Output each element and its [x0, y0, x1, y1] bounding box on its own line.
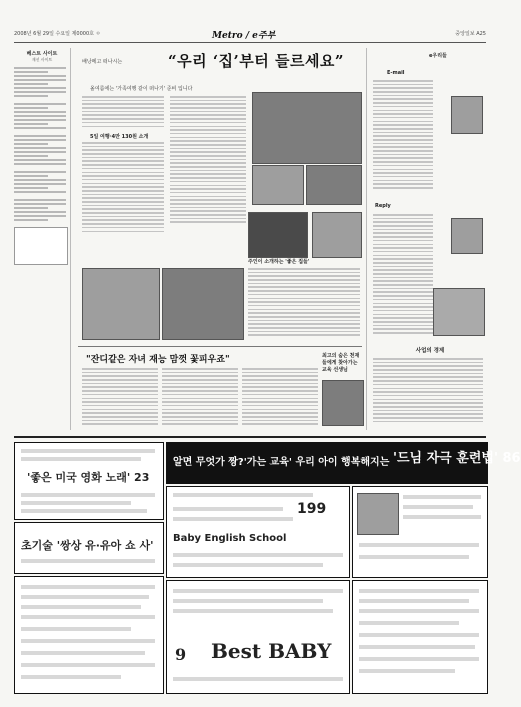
article-kicker: 배낭메고 떠나시는: [82, 59, 123, 65]
article-photo: [252, 165, 304, 205]
email-heading: E-mail: [387, 70, 405, 76]
sidebar-block: [14, 199, 70, 221]
article-column: [162, 368, 238, 427]
ad-box: [14, 576, 164, 694]
map-graphic: [433, 288, 485, 336]
article-subhead: 주인이 소개하는 '좋은 집들': [248, 259, 310, 265]
ad-headline: '좋은 미국 영화 노래' 23: [27, 471, 150, 484]
ad-page-number: 9: [175, 645, 187, 664]
ad-headline: 알면 무엇가 짱?'가는 교육' 우리 아이 행복해지는: [173, 457, 390, 468]
author-photo: [451, 96, 483, 134]
left-sidebar: [14, 48, 71, 430]
sidebar-block: [14, 67, 70, 97]
article2-sidehead: 최고의 숨은 천재들에게 찾아가는 교육 선생님: [322, 353, 360, 373]
article-photo: [306, 165, 362, 205]
sidebar-block: [14, 103, 70, 129]
sidebar-block: [14, 135, 70, 165]
article-subhead: 5일 여행·4만 130원 소개: [90, 134, 149, 140]
right-column-title: e우리들: [429, 53, 447, 59]
ad-number: 199: [297, 501, 327, 517]
ad-box: [14, 442, 164, 520]
reply-heading: Reply: [375, 203, 391, 209]
ad-badge: '드님 자극 훈련법' 86: [393, 451, 521, 466]
events-heading: 사업의 경제: [415, 348, 445, 354]
ad-headline: 초기술 '쌍상 유·유아 쇼 사': [21, 539, 154, 552]
page-header: [14, 28, 486, 43]
header-section: 중앙일보 A25: [455, 31, 486, 37]
advertisement-area: [14, 436, 521, 696]
article-column: [248, 268, 360, 338]
article-column: [82, 142, 164, 234]
ad-box: [14, 522, 164, 574]
header-date: 2008년 6월 29일 수요일 제0000호 ㅇ: [14, 31, 101, 37]
article-photo: [322, 380, 364, 426]
article-subhead: 올여름에는 '가족여행 같이 떠나기' 준비 입니다: [90, 86, 193, 92]
ad-photo: [357, 493, 399, 535]
article-column: [82, 368, 158, 427]
ad-box: [166, 486, 350, 578]
sidebar-title: 베스트 사이트: [26, 51, 58, 57]
article2-headline: "잔디같은 자녀 재능 맘껏 꽃피우죠": [86, 355, 230, 365]
article-photo: [248, 212, 308, 258]
article-photo: [252, 92, 362, 164]
ad-box: [166, 580, 350, 694]
sidebar-subtitle: 재선 사이트: [31, 57, 53, 62]
author-photo: [451, 218, 483, 254]
article-photo: [82, 268, 160, 340]
header-brand: Metro / e주부: [212, 31, 276, 41]
article-photo: [162, 268, 244, 340]
ad-banner: [166, 442, 521, 484]
article-column: [82, 96, 164, 129]
ad-school-name: Baby English School: [173, 533, 287, 544]
ad-brand: Best BABY: [211, 639, 332, 663]
sidebar-table: [14, 227, 68, 265]
article-photo: [312, 212, 362, 258]
article-headline: “우리 ‘집’부터 들르세요”: [168, 52, 345, 70]
ad-box: [352, 580, 488, 694]
sidebar-block: [14, 171, 70, 193]
right-column: [366, 48, 487, 430]
article-column: [242, 368, 318, 427]
section-divider: [78, 346, 362, 347]
article-column: [170, 96, 246, 225]
ad-box: [352, 486, 488, 578]
